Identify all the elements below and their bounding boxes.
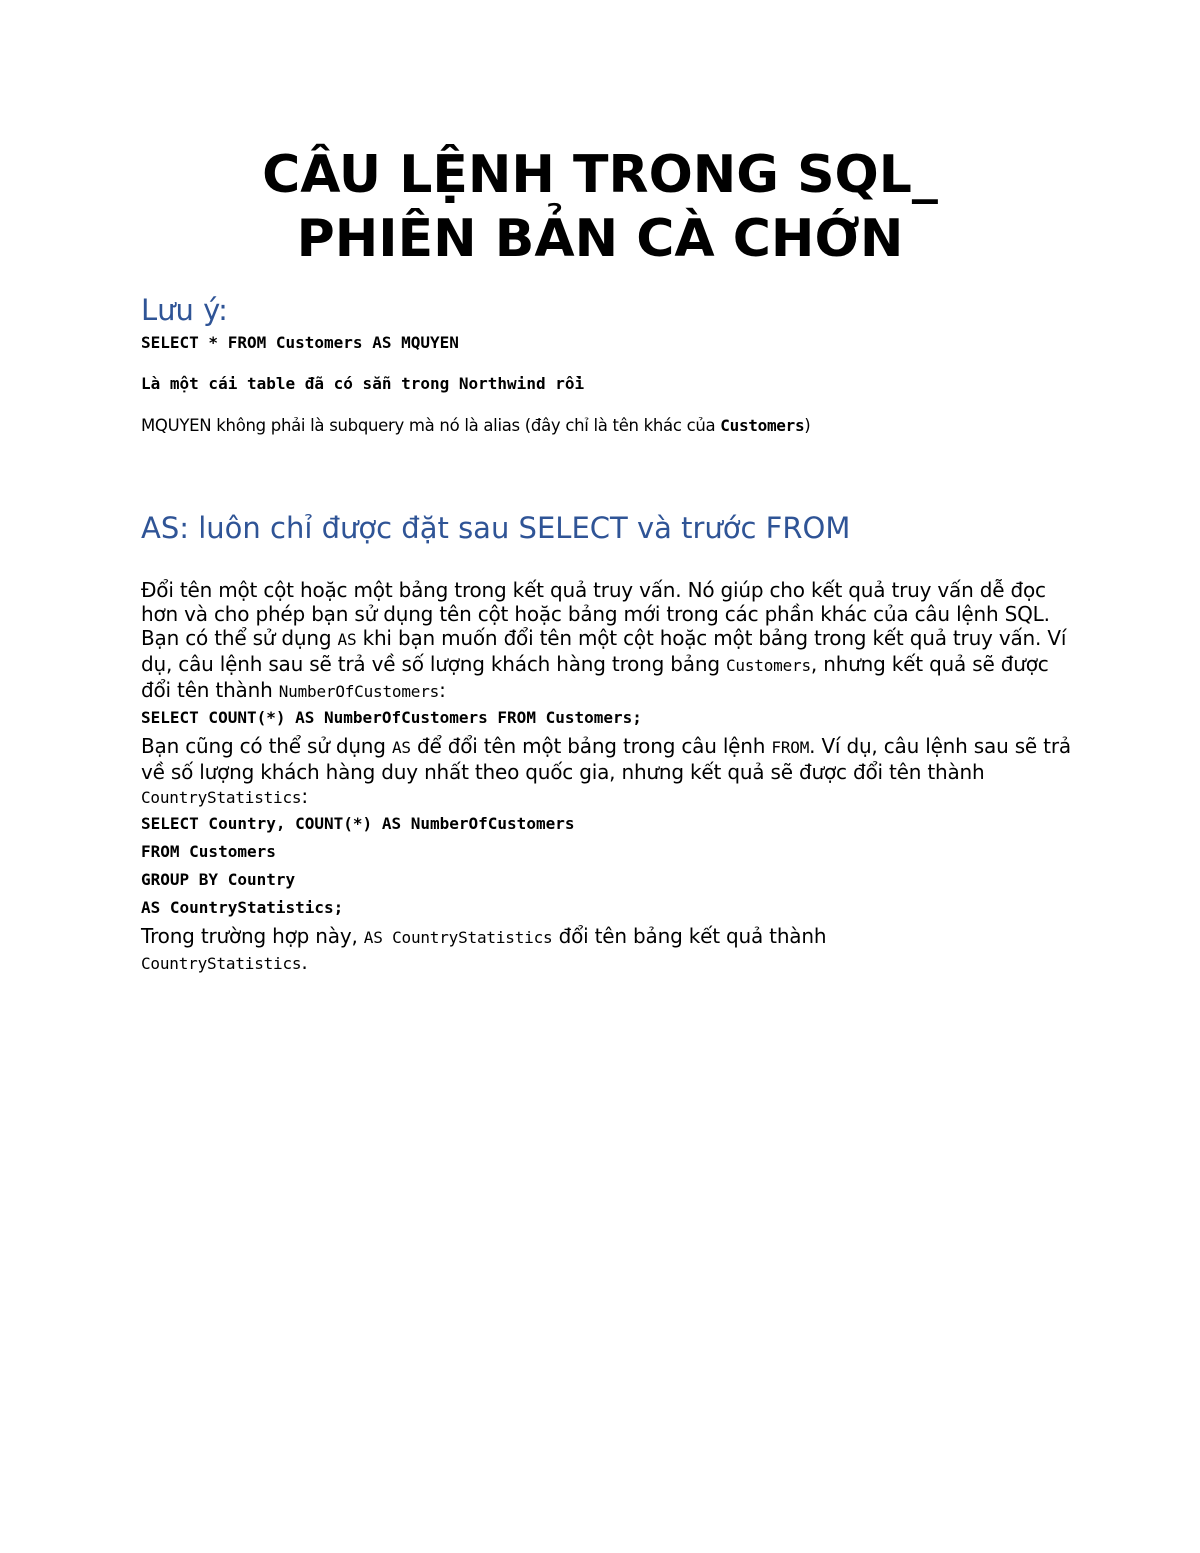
p4-text-c: . (301, 950, 308, 974)
document-body (141, 290, 1071, 976)
p4-code-2: CountryStatistics (141, 954, 302, 973)
note-line-3-end: ) (804, 416, 811, 435)
as-heading: AS: luôn chỉ được đặt sau SELECT và trước FROM (141, 511, 851, 545)
p3-text-b: để đổi tên một bảng trong câu lệnh (410, 734, 772, 758)
p4-text-b: đổi tên bảng kết quả thành (552, 924, 827, 948)
p2-text-b: khi bạn muốn đổi tên một cột hoặc một bảng trong kết quả truy vấn. Ví dụ, câu lệnh sau sẽ trả về số lượng khách hàng trong bảng (141, 626, 1067, 676)
note-line-3 (141, 414, 1071, 438)
code-a-line: SELECT COUNT(*) AS NumberOfCustomers FROM Customers; (141, 708, 642, 727)
title-line-1: CÂU LỆNH TRONG SQL_ (262, 145, 938, 205)
p4-text-a: Trong trường hợp này, (141, 924, 364, 948)
code-block-a (141, 704, 1071, 732)
title-line-2: PHIÊN BẢN CÀ CHỚN (296, 209, 904, 269)
code-block-b (141, 810, 1071, 922)
p3-code-1: AS (391, 738, 411, 757)
p2-text-d: : (439, 678, 446, 702)
p4-code-1: AS CountryStatistics (363, 928, 553, 947)
p3-text-a: Bạn cũng có thể sử dụng (141, 734, 392, 758)
paragraph-2 (141, 626, 1071, 704)
p2-code-2: Customers (726, 656, 811, 675)
code-b-line-3: GROUP BY Country (141, 870, 296, 889)
p2-text-c: , nhưng kết quả sẽ được đổi tên thành (141, 652, 1049, 702)
note-code: SELECT * FROM Customers AS MQUYEN (141, 333, 459, 352)
p3-text-c: . Ví dụ, câu lệnh sau sẽ trả về số lượng khách hàng duy nhất theo quốc gia, nhưng kết quả sẽ được đổi tên thành (141, 734, 1071, 784)
note-line-3-code: Customers (720, 416, 805, 435)
paragraph-4 (141, 924, 901, 976)
code-b-line-2: FROM Customers (141, 842, 276, 861)
document-title (100, 143, 1100, 271)
p3-text-d: : (301, 784, 308, 808)
p2-code-1: AS (337, 630, 357, 649)
note-line-2: Là một cái table đã có sẵn trong Northwind rồi (141, 374, 585, 393)
p2-text-a: Bạn có thể sử dụng (141, 626, 338, 650)
p3-code-2: FROM (771, 738, 810, 757)
note-line-3-text: MQUYEN không phải là subquery mà nó là alias (đây chỉ là tên khác của (141, 416, 721, 435)
code-b-line-1: SELECT Country, COUNT(*) AS NumberOfCustomers (141, 814, 575, 833)
p3-code-3: CountryStatistics (141, 788, 302, 807)
paragraph-3 (141, 734, 1071, 810)
note-heading: Lưu ý: (141, 293, 228, 327)
p2-code-3: NumberOfCustomers (278, 682, 440, 701)
code-b-line-4: AS CountryStatistics; (141, 898, 344, 917)
paragraph-1: Đổi tên một cột hoặc một bảng trong kết quả truy vấn. Nó giúp cho kết quả truy vấn dễ đọc hơn và cho phép bạn sử dụng tên cột hoặc bảng mới trong các phần khác của câu lệnh SQL. (141, 578, 1050, 626)
